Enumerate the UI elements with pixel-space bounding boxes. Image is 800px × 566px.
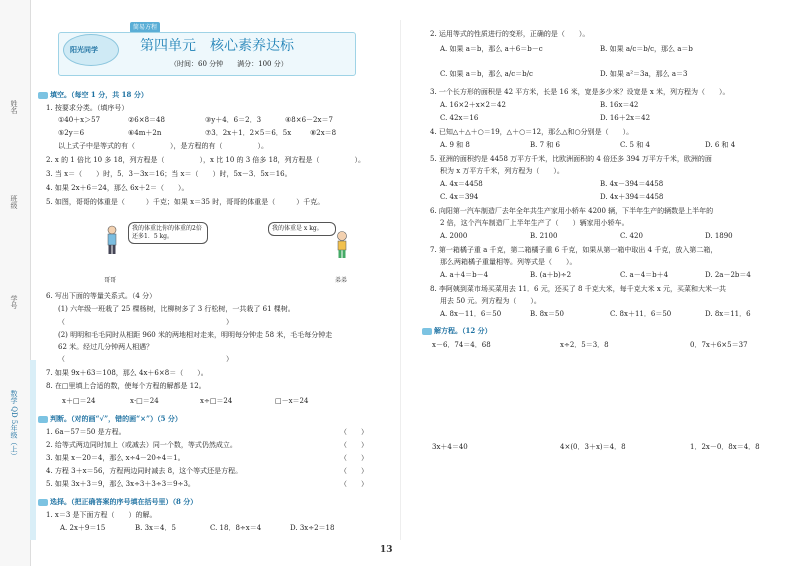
choice-7-opt-b: B. (a＋b)÷2 <box>530 271 572 279</box>
question-6-2b: 62 米。经过几分钟两人相遇？ <box>58 343 154 351</box>
choice-4-opt-a: A. 9 和 8 <box>440 141 470 149</box>
choice-2-opt-b: B. 如果 a/c＝b/c，那么 a＝b <box>600 45 693 53</box>
choice-3-opt-b: B. 16x＝42 <box>600 101 639 109</box>
student-id-label: 学号 <box>10 295 18 309</box>
unit-tag: 简易方程 <box>130 22 160 33</box>
choice-6: 6. 向阳第一汽车制造厂去年全年共生产家用小轿车 4200 辆，下半年生产的辆数是上半年的 <box>430 207 714 215</box>
choice-2-opt-a: A. 如果 a＝b，那么 a＋6＝b－c <box>440 45 543 53</box>
choice-5-opt-c: C. 4x＝394 <box>440 193 479 201</box>
judge-paren-2: （ ） <box>340 441 368 449</box>
choice-6-opt-d: D. 1890 <box>705 232 733 240</box>
equation-4: 3x＋4＝40 <box>432 443 468 451</box>
judge-paren-5: （ ） <box>340 480 368 488</box>
younger-brother-figure <box>335 230 349 260</box>
speech-bubble-younger: 我的体重是 x kg。 <box>268 222 336 236</box>
choice-1-opt-c: C. 18．8÷x＝4 <box>210 524 262 532</box>
section-fill-blank <box>38 90 148 99</box>
q1-item-7: ⑦3．2x＋1．2×5＝6．5x <box>205 129 292 137</box>
q1-item-8: ⑧2x＝8 <box>310 129 337 137</box>
choice-8-opt-d: D. 8x＝11．6 <box>705 310 751 318</box>
answer-paren: （ ） <box>58 318 233 326</box>
choice-2-opt-d: D. 如果 a²＝3a，那么 a＝3 <box>600 70 688 78</box>
exam-meta: （时间：60 分钟 满分：100 分） <box>170 60 288 68</box>
binding-strip <box>0 0 31 566</box>
section-true-false <box>38 414 182 423</box>
page-divider <box>400 20 401 540</box>
question-6: 6. 写出下面的等量关系式。（4 分） <box>46 292 157 300</box>
judge-2: 2. 给等式两边同时加上（或减去）同一个数，等式仍然成立。 <box>46 441 237 449</box>
choice-1-opt-b: B. 3x＝4．5 <box>135 524 176 532</box>
equation-5: 4×(0．3＋x)＝4．8 <box>560 443 626 451</box>
judge-1: 1. 6a－57＝50 是方程。 <box>46 428 126 436</box>
q8-item-4: □－x＝24 <box>275 397 309 405</box>
page-title: 第四单元 核心素养达标 <box>140 38 294 54</box>
choice-7-opt-c: C. a－4＝b＋4 <box>620 271 669 279</box>
question-1: 1. 按要求分类。（填序号） <box>46 104 129 112</box>
choice-3-opt-d: D. 16＋2x＝42 <box>600 114 651 122</box>
choice-7b: 那么两箱橘子重量相等。列等式是（ ）。 <box>440 258 577 266</box>
choice-1-opt-d: D. 3x÷2＝18 <box>290 524 335 532</box>
section-solve-title: 解方程。（12 分） <box>434 326 492 335</box>
question-7: 7. 如果 9x＋63＝108，那么 4x＋6×8＝（ ）。 <box>46 369 208 377</box>
younger-brother-name: 弟弟 <box>335 277 348 284</box>
choice-6-opt-b: B. 2100 <box>530 232 558 240</box>
choice-8: 8. 李阿姨到菜市场买菜用去 11．6 元，还买了 8 千克大米，每千克大米 x 元，买菜和大米一共 <box>430 285 727 293</box>
section-choice <box>38 497 197 506</box>
equation-3: 0．7x＋6×5＝37 <box>690 341 748 349</box>
answer-paren: （ ） <box>58 355 233 363</box>
choice-5-opt-b: B. 4x－394＝4458 <box>600 180 664 188</box>
q8-item-2: x·□＝24 <box>130 397 159 405</box>
judge-5: 5. 如果 3x＋3＝9，那么 3x÷3＋3÷3＝9÷3。 <box>46 480 195 488</box>
section-true-false-title: 判断。（对的画“√”，错的画“×”）（5 分） <box>50 414 182 423</box>
choice-3-opt-a: A. 16×2＋x×2＝42 <box>440 101 506 109</box>
series-label: 数学 QD 5年级（上） <box>10 390 18 460</box>
choice-7: 7. 第一箱橘子重 a 千克，第二箱橘子重 6 千克，如果从第一箱中取出 4 千克，放入第二箱， <box>430 246 718 254</box>
q1-item-3: ③y＋4．6＝2．3 <box>205 116 262 124</box>
choice-6b: 2 倍，这个汽车制造厂上半年生产了（ ）辆家用小轿车。 <box>440 219 629 227</box>
q1-tail: 以上式子中是等式的有（ ），是方程的有（ ）。 <box>58 142 268 150</box>
choice-5-opt-d: D. 4x＋394＝4458 <box>600 193 664 201</box>
brother-name: 哥哥 <box>104 277 117 284</box>
question-6-1: (1) 六年级一班栽了 25 棵杨树，比柳树多了 3 行松树，一共栽了 61 棵树。 <box>58 305 295 313</box>
section-solve <box>422 326 492 335</box>
question-2: 2. x 的 1 倍比 10 多 18，列方程是（ ），x 比 10 的 3 倍多 18，列方程是（ ）。 <box>46 156 366 164</box>
choice-4: 4. 已知△＋△＋○＝19，△＋○＝12，那么△和○分别是（ ）。 <box>430 128 634 136</box>
question-3: 3. 当 x＝（ ）时，5．3－3x＝16；当 x＝（ ）时，5x－3．5x＝16。 <box>46 170 292 178</box>
choice-7-opt-d: D. 2a－2b＝4 <box>705 271 751 279</box>
section-fill-blank-title: 填空。（每空 1 分，共 18 分） <box>50 90 148 99</box>
section-icon <box>38 92 48 99</box>
choice-7-opt-a: A. a＋4＝b－4 <box>440 271 489 279</box>
choice-8-opt-b: B. 8x＝50 <box>530 310 564 318</box>
choice-4-opt-b: B. 7 和 6 <box>530 141 560 149</box>
choice-5b: 积为 x 万平方千米，列方程为（ ）。 <box>440 167 564 175</box>
brother-figure <box>105 225 119 255</box>
q1-item-1: ①40＋x＞57 <box>58 116 101 124</box>
q8-item-1: x＋□＝24 <box>62 397 96 405</box>
judge-paren-1: （ ） <box>340 428 368 436</box>
q1-item-4: ④8×6－2x＝7 <box>285 116 333 124</box>
brand-logo-text: 阳光同学 <box>70 45 98 54</box>
equation-1: x－6．74＝4．68 <box>432 341 491 349</box>
q1-item-2: ②6×8＝48 <box>128 116 165 124</box>
choice-8-opt-c: C. 8x＋11．6＝50 <box>610 310 672 318</box>
q1-item-6: ⑥4m＋2n <box>128 129 162 137</box>
section-icon <box>38 416 48 423</box>
choice-3: 3. 一个长方形的面积是 42 平方米，长是 16 米，宽是多少米？设宽是 x 米，列方程为（ ）。 <box>430 88 730 96</box>
choice-1-opt-a: A. 2x＋9＝15 <box>60 524 106 532</box>
choice-4-opt-c: C. 5 和 4 <box>620 141 650 149</box>
question-8: 8. 在□里填上合适的数，使每个方程的解都是 12。 <box>46 382 206 390</box>
choice-1: 1. x＝3 是下面方程（ ）的解。 <box>46 511 157 519</box>
section-choice-title: 选择。（把正确答案的序号填在括号里）（8 分） <box>50 497 198 506</box>
judge-paren-3: （ ） <box>340 454 368 462</box>
section-icon <box>422 328 432 335</box>
judge-4: 4. 方程 3＋x＝56，方程两边同时减去 8，这个等式还是方程。 <box>46 467 243 475</box>
q8-item-3: x÷□＝24 <box>200 397 233 405</box>
question-4: 4. 如果 2x＋6＝24，那么 6x＋2＝（ ）。 <box>46 184 189 192</box>
choice-4-opt-d: D. 6 和 4 <box>705 141 736 149</box>
choice-2: 2. 运用等式的性质进行的变形，正确的是（ ）。 <box>430 30 590 38</box>
name-label: 姓名 <box>10 100 18 114</box>
section-icon <box>38 499 48 506</box>
class-label: 班级 <box>10 195 18 209</box>
question-6-2: (2) 明明和毛毛同时从相距 960 米的两地相对走来，明明每分钟走 58 米，毛毛每分钟走 <box>58 331 333 339</box>
choice-5: 5. 亚洲的面积约是 4458 万平方千米，比欧洲面积的 4 倍还多 394 万平方千米，欧洲的面 <box>430 155 712 163</box>
choice-5-opt-a: A. 4x＝4458 <box>440 180 483 188</box>
judge-paren-4: （ ） <box>340 467 368 475</box>
equation-6: 1．2x－0．8x＝4．8 <box>690 443 760 451</box>
speech-bubble-brother: 我的体重比你的体重的2倍还多1．5 kg。 <box>128 222 208 244</box>
choice-2-opt-c: C. 如果 a＝b，那么 a/c＝b/c <box>440 70 533 78</box>
brand-logo <box>63 34 119 66</box>
choice-3-opt-c: C. 42x＝16 <box>440 114 479 122</box>
judge-3: 3. 如果 x－20＝4，那么 x÷4－20÷4＝1。 <box>46 454 185 462</box>
page-number: 13 <box>380 545 393 555</box>
color-band <box>30 360 36 540</box>
q1-item-5: ⑤2y＝6 <box>58 129 85 137</box>
question-5: 5. 如图，哥哥的体重是（ ）千克；如果 x＝35 时，哥哥的体重是（ ）千克。 <box>46 198 325 206</box>
choice-6-opt-a: A. 2000 <box>440 232 468 240</box>
choice-6-opt-c: C. 420 <box>620 232 643 240</box>
equation-2: x÷2．5＝3．8 <box>560 341 609 349</box>
choice-8-opt-a: A. 8x－11．6＝50 <box>440 310 502 318</box>
choice-8b: 用去 50 元。列方程为（ ）。 <box>440 297 541 305</box>
